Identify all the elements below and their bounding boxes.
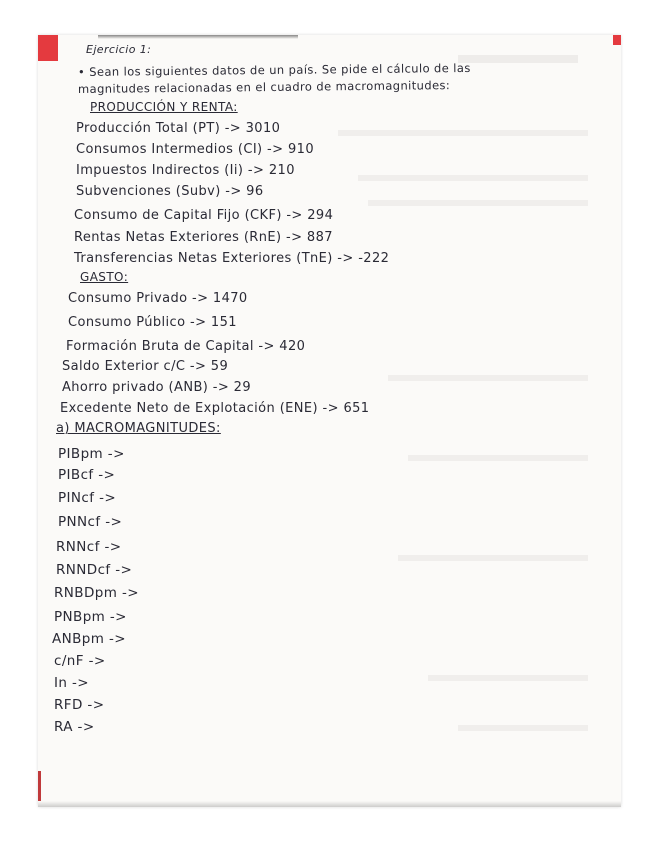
bleed-through-mark [458,725,588,731]
bleed-through-mark [458,55,578,63]
macro-item: ANBpm -> [52,631,126,647]
bleed-through-mark [388,375,588,381]
gasto-item: Consumo Público -> 151 [68,315,237,330]
macro-item: c/nF -> [54,653,106,669]
gasto-item: Ahorro privado (ANB) -> 29 [62,380,252,395]
red-corner-marker-right [613,35,621,45]
intro-line-2: magnitudes relacionadas en el cuadro de macromagnitudes: [77,78,451,96]
macro-item: PIBcf -> [58,467,116,483]
paper-bottom-edge [38,801,621,807]
macro-item: PNBpm -> [54,609,127,625]
produccion-item: Consumos Intermedios (CI) -> 910 [76,142,314,157]
macro-heading: a) MACROMAGNITUDES: [56,421,221,436]
macro-item: PINcf -> [58,490,117,506]
bleed-through-mark [398,555,588,561]
macro-item: In -> [54,675,90,691]
macro-item: RA -> [54,719,95,735]
gasto-item: Saldo Exterior c/C -> 59 [62,359,229,374]
exercise-title: Ejercicio 1: [86,43,152,56]
bleed-through-mark [358,175,588,181]
paper-top-shadow [98,35,298,39]
bleed-through-mark [368,200,588,206]
intro-line-1: • Sean los siguientes datos de un país. Se pide el cálculo de las [77,60,471,79]
bleed-through-mark [408,455,588,461]
produccion-item: Impuestos Indirectos (Ii) -> 210 [76,163,295,178]
bleed-through-mark [338,130,588,136]
bleed-through-mark [428,675,588,681]
notebook-page [38,35,621,807]
produccion-item: Producción Total (PT) -> 3010 [76,121,281,136]
gasto-heading: GASTO: [80,270,129,284]
produccion-item: Transferencias Netas Exteriores (TnE) -> -222 [74,251,390,266]
gasto-item: Consumo Privado -> 1470 [68,291,248,306]
macro-item: RNNDcf -> [56,562,133,578]
gasto-item: Excedente Neto de Explotación (ENE) -> 651 [60,401,370,416]
produccion-item: Consumo de Capital Fijo (CKF) -> 294 [74,208,334,223]
red-corner-marker [38,35,58,61]
gasto-item: Formación Bruta de Capital -> 420 [66,339,306,354]
produccion-item: Subvenciones (Subv) -> 96 [76,184,264,199]
macro-item: PNNcf -> [58,514,123,530]
produccion-item: Rentas Netas Exteriores (RnE) -> 887 [74,230,333,245]
macro-item: RNBDpm -> [54,585,139,601]
macro-item: RFD -> [54,697,105,713]
macro-item: RNNcf -> [56,539,122,555]
macro-item: PIBpm -> [58,446,125,462]
paper-left-edge-mark [38,771,41,801]
produccion-heading: PRODUCCIÓN Y RENTA: [90,100,238,114]
